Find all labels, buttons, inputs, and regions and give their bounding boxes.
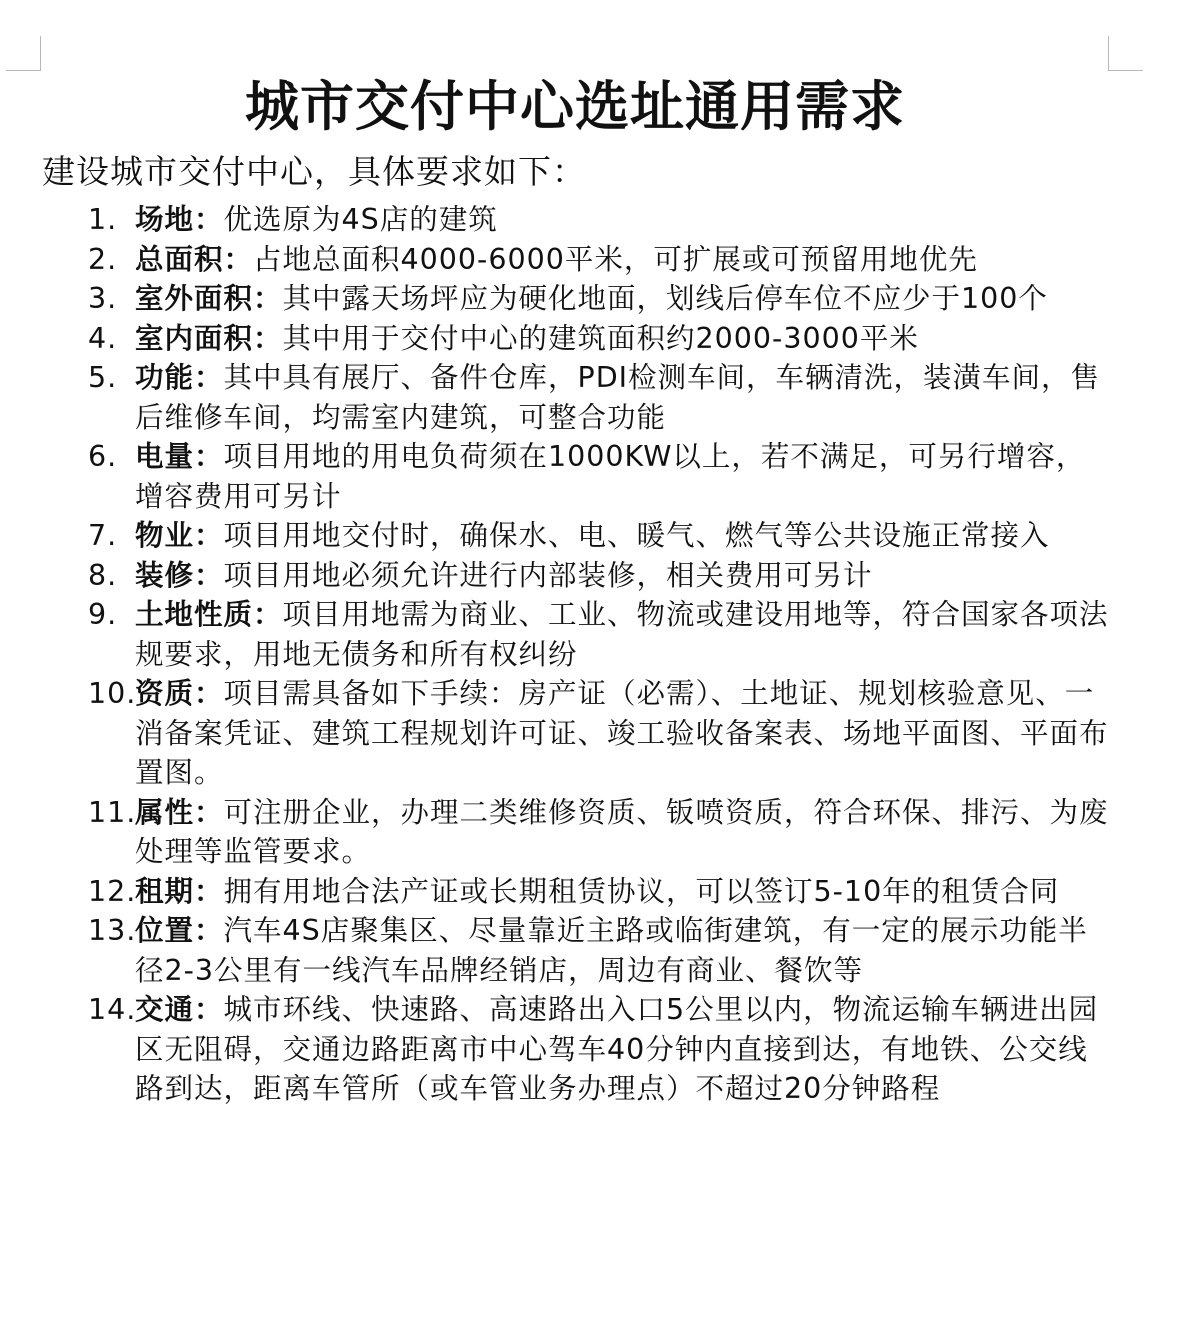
requirement-item	[88, 319, 1113, 359]
requirement-item	[88, 990, 1113, 1109]
requirement-number: 14.	[88, 993, 137, 1026]
requirement-number: 4.	[88, 321, 118, 355]
requirement-number: 11.	[88, 795, 137, 829]
requirement-label: 场地：	[135, 203, 224, 236]
document-title: 城市交付中心选址通用需求	[245, 75, 905, 138]
requirement-label: 交通：	[135, 993, 224, 1026]
requirement-number: 5.	[88, 361, 118, 394]
requirement-label: 土地性质：	[135, 598, 283, 631]
requirement-item	[88, 200, 1113, 240]
requirement-label: 资质：	[135, 677, 224, 710]
requirement-label: 属性：	[135, 795, 224, 829]
requirement-label: 位置：	[135, 914, 224, 947]
requirement-text: 其中具有展厅、备件仓库，PDI检测车间，车辆清洗，装潢车间，售后维修车间，均需室内建筑，可整合功能	[135, 361, 1101, 434]
requirement-item	[88, 556, 1113, 596]
requirement-label: 物业：	[135, 519, 224, 552]
requirement-item	[88, 793, 1113, 872]
requirement-item	[88, 240, 1113, 280]
requirement-item	[88, 674, 1113, 793]
requirement-text: 项目用地需为商业、工业、物流或建设用地等，符合国家各项法规要求，用地无债务和所有权纠纷	[135, 598, 1109, 671]
requirement-number: 2.	[88, 242, 118, 276]
requirement-text: 优选原为4S店的建筑	[223, 203, 498, 236]
requirement-item	[88, 437, 1113, 516]
requirement-text: 其中用于交付中心的建筑面积约2000-3000平米	[282, 321, 919, 355]
requirement-number: 13.	[88, 914, 137, 947]
requirement-item	[88, 516, 1113, 556]
requirement-label: 总面积：	[135, 242, 254, 276]
requirement-text: 项目用地必须允许进行内部装修，相关费用可另计	[223, 558, 873, 592]
requirement-text: 汽车4S店聚集区、尽量靠近主路或临街建筑，有一定的展示功能半径2-3公里有一线汽车品牌经销店，周边有商业、餐饮等	[135, 914, 1088, 987]
requirement-text: 拥有用地合法产证或长期租赁协议，可以签订5-10年的租赁合同	[223, 874, 1060, 908]
requirement-label: 电量：	[135, 440, 224, 473]
requirement-number: 6.	[88, 440, 118, 473]
requirements-list	[88, 200, 1113, 1109]
requirement-text: 项目需具备如下手续：房产证（必需）、土地证、规划核验意见、一消备案凭证、建筑工程规划许可证、竣工验收备案表、场地平面图、平面布置图。	[135, 677, 1109, 789]
requirement-text: 其中露天场坪应为硬化地面，划线后停车位不应少于100个	[282, 282, 1048, 315]
requirement-label: 装修：	[135, 558, 224, 592]
requirement-text: 项目用地的用电负荷须在1000KW以上，若不满足，可另行增容，增容费用可另计	[135, 440, 1086, 513]
requirement-label: 室外面积：	[135, 282, 283, 315]
page-corner-mark-top-left	[6, 36, 41, 71]
requirement-item	[88, 872, 1113, 912]
page-corner-mark-top-right	[1108, 36, 1143, 71]
requirement-number: 9.	[88, 598, 118, 631]
requirement-number: 7.	[88, 519, 118, 552]
requirement-item	[88, 911, 1113, 990]
requirement-number: 12.	[88, 874, 137, 908]
requirement-text: 占地总面积4000-6000平米，可扩展或可预留用地优先	[253, 242, 978, 276]
requirement-item	[88, 595, 1113, 674]
requirement-text: 城市环线、快速路、高速路出入口5公里以内，物流运输车辆进出园区无阻碍，交通边路距离市中心驾车40分钟内直接到达，有地铁、公交线路到达，距离车管所（或车管业务办理点）不超过20分钟路程	[135, 993, 1099, 1105]
requirement-label: 室内面积：	[135, 321, 283, 355]
requirement-number: 10.	[88, 677, 137, 710]
requirement-number: 1.	[88, 203, 118, 236]
requirement-item	[88, 279, 1113, 319]
intro-paragraph: 建设城市交付中心，具体要求如下：	[42, 152, 586, 191]
requirement-number: 3.	[88, 282, 118, 315]
requirement-number: 8.	[88, 558, 118, 592]
requirement-text: 可注册企业，办理二类维修资质、钣喷资质，符合环保、排污、为废处理等监管要求。	[135, 795, 1109, 868]
requirement-item	[88, 358, 1113, 437]
requirement-text: 项目用地交付时，确保水、电、暖气、燃气等公共设施正常接入	[223, 519, 1050, 552]
requirement-label: 功能：	[135, 361, 224, 394]
requirement-label: 租期：	[135, 874, 224, 908]
